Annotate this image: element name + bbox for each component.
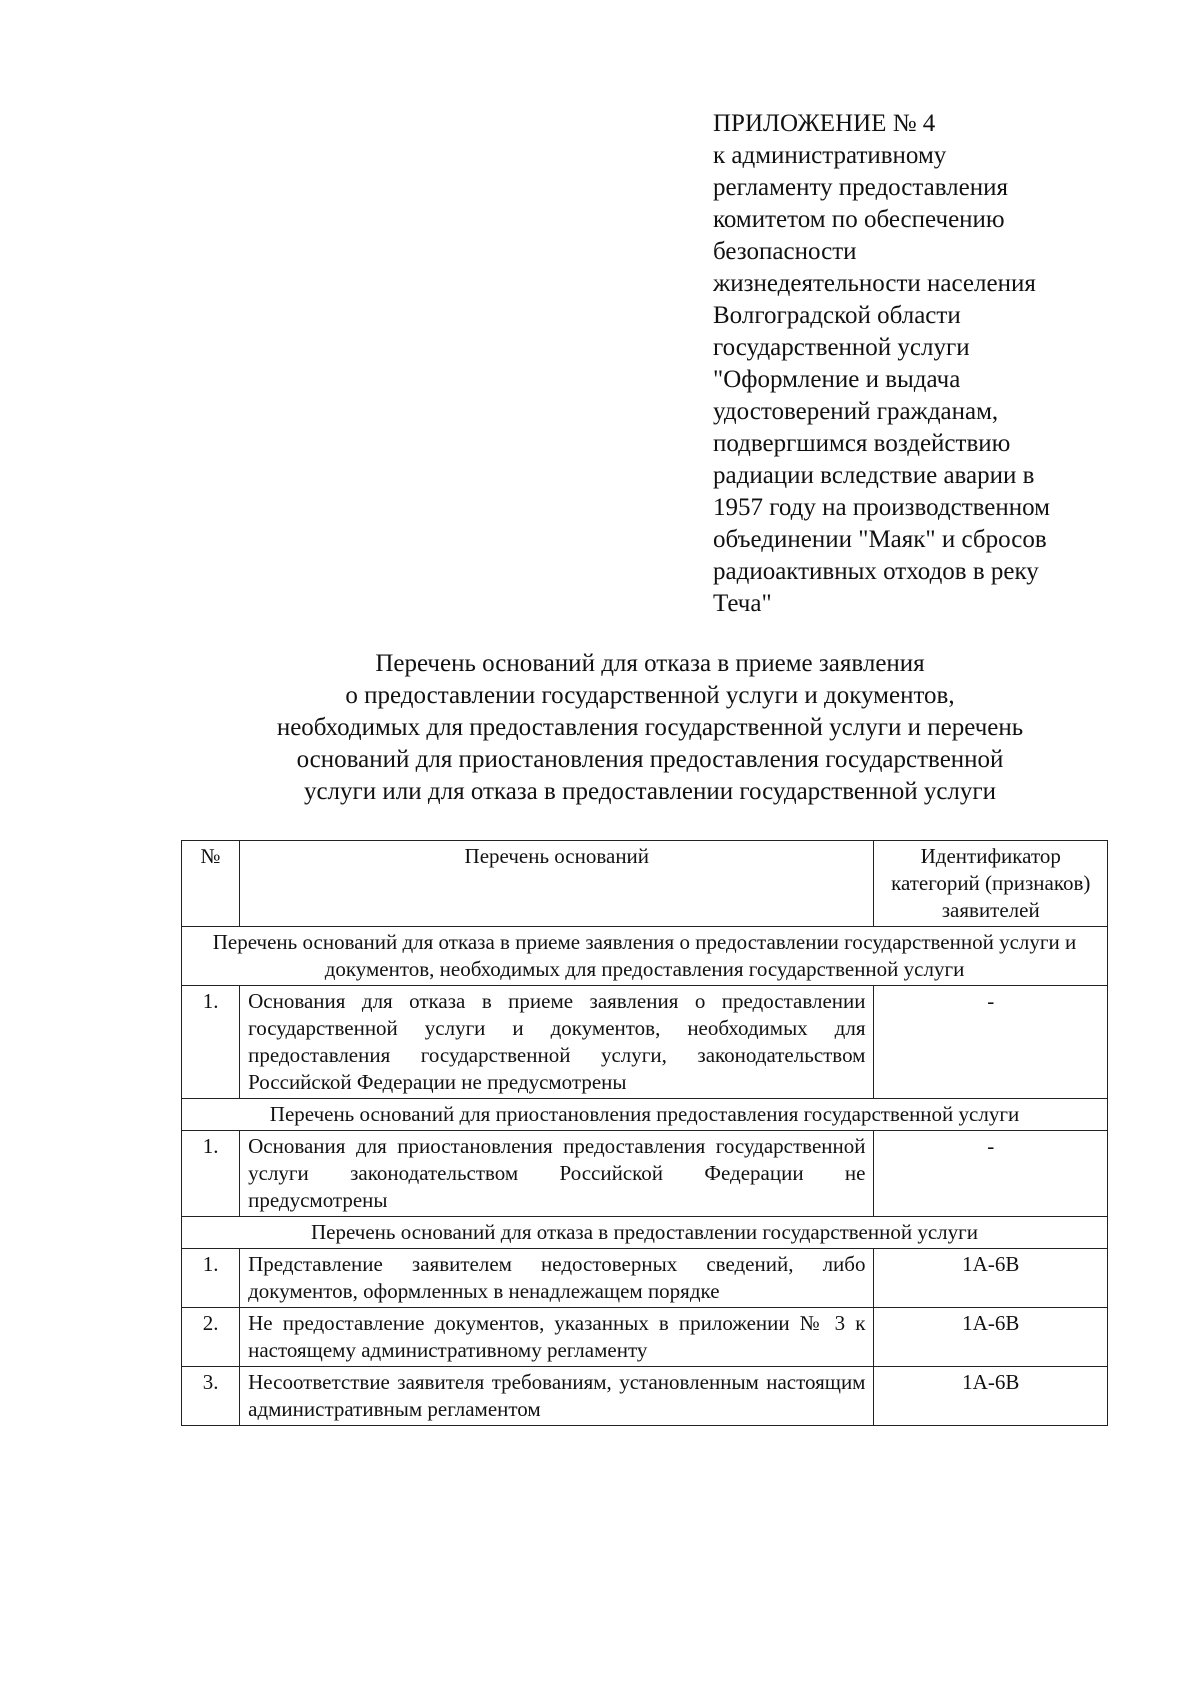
row-identifier: 1А-6В — [874, 1249, 1108, 1308]
document-title — [180, 648, 1120, 808]
appendix-line: радиации вследствие аварии в — [713, 462, 1035, 489]
appendix-line: удостоверений гражданам, — [713, 398, 999, 425]
title-line: оснований для приостановления предоставления государственной — [296, 746, 1004, 773]
table-row — [182, 1249, 1108, 1308]
row-identifier: 1А-6В — [874, 1308, 1108, 1367]
table-row — [182, 986, 1108, 1099]
row-text: Основания для отказа в приеме заявления о предоставлении государственной услуги и документов, необходимых для предоставления государственной услуги, законодательством Российской Федерации не предусмотрены — [240, 986, 874, 1099]
title-line: Перечень оснований для отказа в приеме заявления — [375, 650, 925, 677]
appendix-line: "Оформление и выдача — [713, 366, 961, 393]
row-identifier: - — [874, 986, 1108, 1099]
section-heading-row — [182, 1217, 1108, 1249]
table-row — [182, 1367, 1108, 1426]
appendix-line: подвергшимся воздействию — [713, 430, 1011, 457]
row-text: Основания для приостановления предоставления государственной услуги законодательством Российской Федерации не предусмотрены — [240, 1131, 874, 1217]
section-heading-row — [182, 927, 1108, 986]
row-number: 3. — [182, 1367, 240, 1426]
appendix-line: Волгоградской области — [713, 302, 961, 329]
title-line: о предоставлении государственной услуги и документов, — [345, 682, 955, 709]
row-number: 1. — [182, 986, 240, 1099]
appendix-line: государственной услуги — [713, 334, 970, 361]
appendix-line: регламенту предоставления — [713, 174, 1009, 201]
appendix-line: радиоактивных отходов в реку — [713, 558, 1039, 585]
row-identifier: - — [874, 1131, 1108, 1217]
row-number: 2. — [182, 1308, 240, 1367]
title-line: услуги или для отказа в предоставлении государственной услуги — [303, 778, 997, 805]
appendix-line: жизнедеятельности населения — [713, 270, 1036, 297]
row-text: Представление заявителем недостоверных сведений, либо документов, оформленных в ненадлежащем порядке — [240, 1249, 874, 1308]
row-identifier: 1А-6В — [874, 1367, 1108, 1426]
header-identifier: Идентификатор категорий (признаков) заявителей — [874, 841, 1108, 927]
table-row — [182, 1308, 1108, 1367]
section-heading: Перечень оснований для отказа в предоставлении государственной услуги — [182, 1217, 1108, 1249]
table-header-row — [182, 841, 1108, 927]
appendix-line: Теча" — [713, 590, 772, 617]
appendix-line: 1957 году на производственном — [713, 494, 1050, 521]
row-text: Не предоставление документов, указанных в приложении № 3 к настоящему административному регламенту — [240, 1308, 874, 1367]
title-line: необходимых для предоставления государственной услуги и перечень — [276, 714, 1024, 741]
table-row — [182, 1131, 1108, 1217]
header-num: № — [182, 841, 240, 927]
appendix-heading: ПРИЛОЖЕНИЕ № 4 — [713, 110, 936, 137]
section-heading: Перечень оснований для приостановления предоставления государственной услуги — [182, 1099, 1108, 1131]
row-number: 1. — [182, 1249, 240, 1308]
row-text: Несоответствие заявителя требованиям, установленным настоящим административным регламентом — [240, 1367, 874, 1426]
appendix-block — [713, 108, 1113, 620]
header-grounds: Перечень оснований — [240, 841, 874, 927]
row-number: 1. — [182, 1131, 240, 1217]
grounds-table — [181, 840, 1108, 1426]
section-heading: Перечень оснований для отказа в приеме заявления о предоставлении государственной услуги и документов, необходимых для предоставления государственной услуги — [182, 927, 1108, 986]
appendix-line: объединении "Маяк" и сбросов — [713, 526, 1047, 553]
appendix-line: к административному — [713, 142, 947, 169]
appendix-line: комитетом по обеспечению — [713, 206, 1005, 233]
appendix-line: безопасности — [713, 238, 857, 265]
section-heading-row — [182, 1099, 1108, 1131]
